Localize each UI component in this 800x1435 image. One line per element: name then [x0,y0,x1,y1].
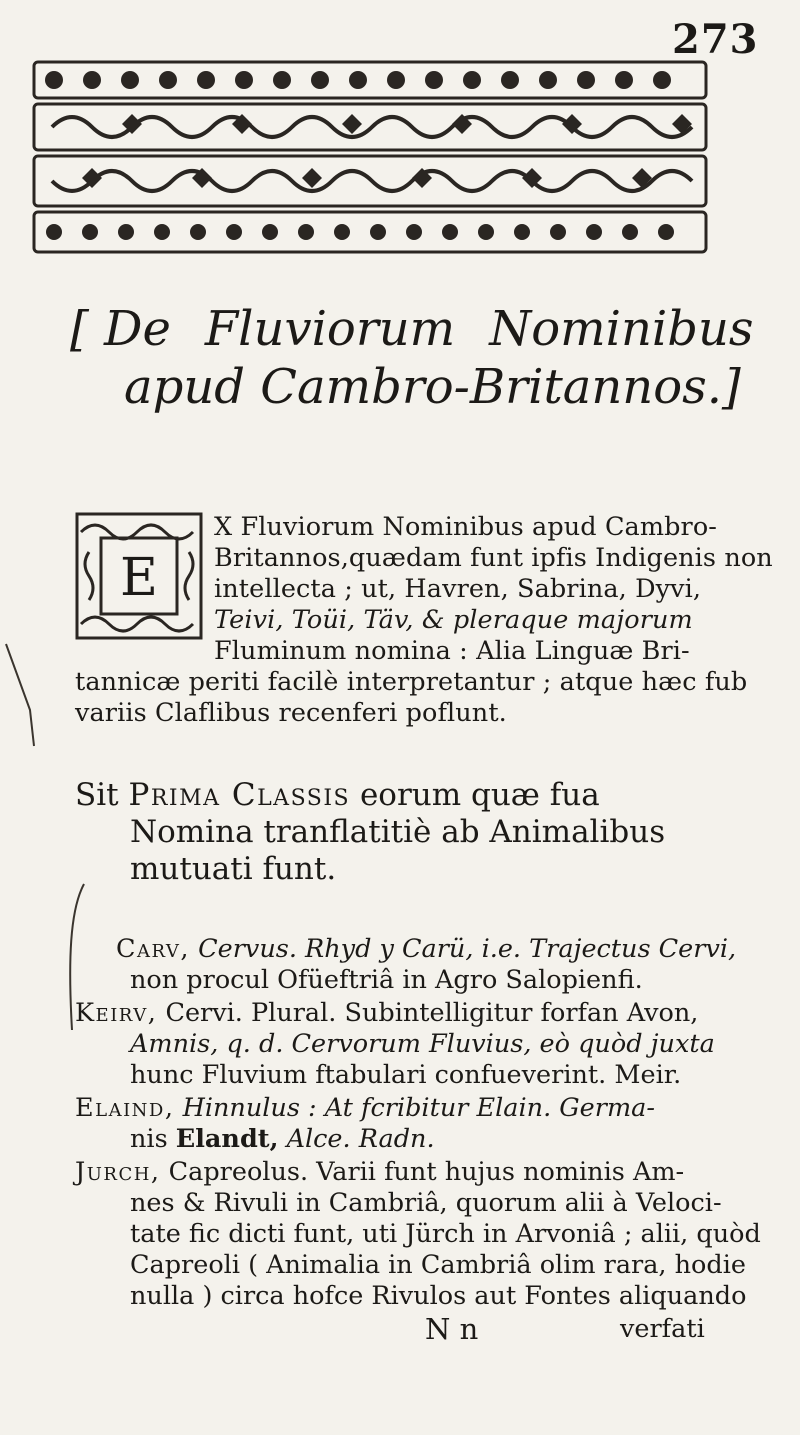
entry-keirv-text: Cervi. Plural. Subintelligitur forfan Avon, [165,998,699,1028]
signature-mark: N n [425,1312,479,1346]
margin-bracket-mark [64,880,88,1070]
intro-line-3: intellecta ; ut, Havren, Sabrina, Dyvi, [214,574,702,604]
entry-elaind-nis: nis [130,1124,168,1154]
margin-pen-mark [0,640,40,750]
entry-jurch-line-1 [75,1157,684,1188]
catchword: verfati [620,1314,705,1344]
title-part-nominibus: Nominibus [489,301,754,357]
entry-keirv-line-3: hunc Fluvium ftabulari confueverint. Meir. [130,1060,682,1090]
intro-line-1: X Fluviorum Nominibus apud Cambro- [214,512,718,542]
entry-keirv-line-2: Amnis, q. d. Cervorum Fluvius, eò quòd juxta [130,1029,715,1059]
entry-jurch-line-5: nulla ) circa hofce Rivulos aut Fontes aliquando [130,1281,747,1311]
entry-keirv-line-1 [75,998,698,1029]
intro-line-2: Britannos,quædam funt ipfis Indigenis non [214,543,773,573]
classis-sit: Sit [75,777,119,813]
entry-elaind-line-1 [75,1093,655,1124]
classis-prima-classis: Prima Classis [128,777,351,813]
classis-line-2: Nomina tranflatitiè ab Animalibus [130,814,666,850]
entry-jurch-line-4: Capreoli ( Animalia in Cambriâ olim rara, hodie [130,1250,746,1280]
entry-carv-text: Cervus. Rhyd y Carü, i.e. Trajectus Cervi, [198,934,737,964]
entry-elaind-blackletter: Elandt, [175,1124,279,1154]
entry-jurch-line-2: nes & Rivuli in Cambriâ, quorum alii à Veloci- [130,1188,722,1218]
entry-elaind-head: Elaind, [75,1093,175,1123]
entry-jurch-text: Capreolus. Varii funt hujus nominis Am- [168,1157,685,1187]
title-line-2: apud Cambro-Britannos.] [124,359,741,415]
intro-line-7: variis Claflibus recenferi poflunt. [75,698,507,728]
ornament-headpiece [32,60,708,255]
intro-line-5: Fluminum nomina : Alia Linguæ Bri- [214,636,690,666]
intro-line-4: Teivi, Toüi, Täv, & pleraque majorum [214,605,693,635]
entry-carv-line-1 [116,934,736,965]
entry-jurch-line-3: tate fic dicti funt, uti Jürch in Arvoniâ ; alii, quòd [130,1219,761,1249]
entry-jurch-head: Jurch, [75,1157,161,1187]
classis-line-3: mutuati funt. [130,851,337,887]
entry-carv-line-2: non procul Ofüeftriâ in Agro Salopienfi. [130,965,643,995]
entry-carv-head: Carv, [116,934,191,964]
page-number: 273 [672,16,759,63]
classis-line-1 [75,777,600,814]
intro-line-6: tannicæ periti facilè interpretantur ; atque hæc fub [75,667,748,697]
entry-keirv-head: Keirv, [75,998,158,1028]
section-title [70,300,754,416]
dropcap-ornament [75,512,203,640]
entry-elaind-text: Hinnulus : At fcribitur Elain. Germa- [182,1093,655,1123]
title-part-de: [ De [70,301,171,357]
dropcap-letter: E [120,548,158,608]
classis-eorum: eorum quæ fua [359,777,600,813]
entry-elaind-line-2 [130,1124,435,1155]
entry-elaind-alce: Alce. Radn. [286,1124,435,1154]
title-part-fluviorum: Fluviorum [204,301,456,357]
